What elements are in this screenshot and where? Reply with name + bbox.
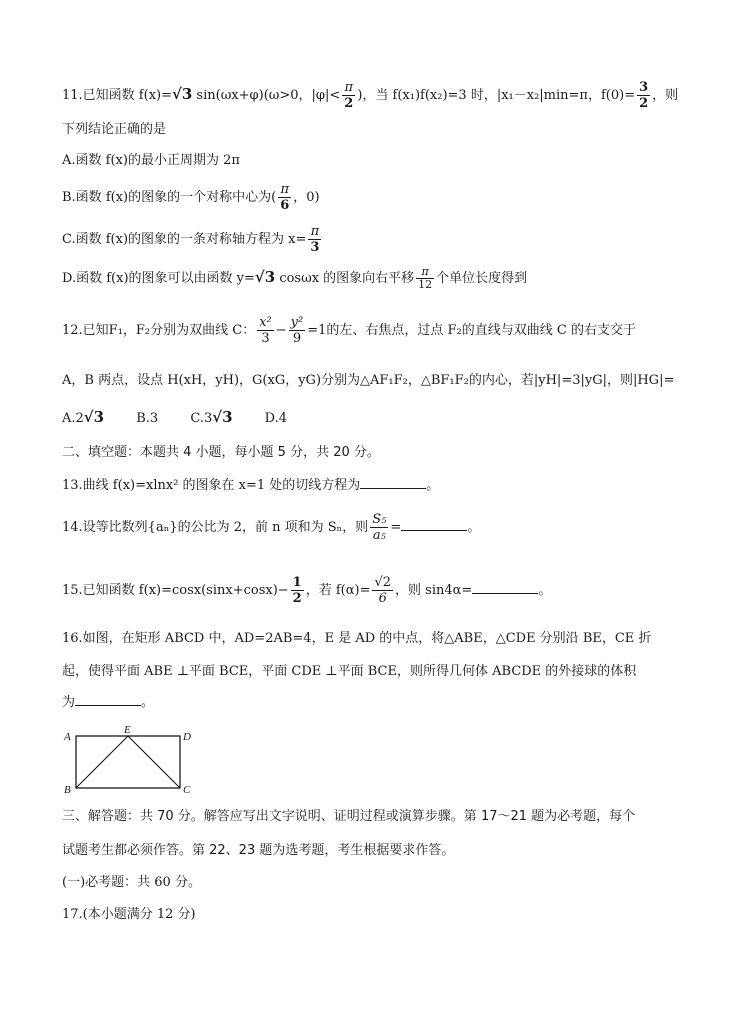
answer-blank (360, 476, 426, 489)
q16-line1: 16.如图，在矩形 ABCD 中，AD=2AB=4，E 是 AD 的中点，将△ABE，△CDE 分别沿 BE，CE 折 (62, 631, 652, 646)
q11-option-c: C.函数 f(x)的图象的一条对称轴方程为 x= $\frac{\pi}{3}$ (62, 224, 320, 255)
q16-line3: 为 。 (62, 695, 155, 710)
q11-option-d: D.函数 f(x)的图象可以由函数 y=√3 cosωx 的图象向右平移 $\frac{\pi}{12}$ 个单位长度得到 (62, 265, 528, 291)
q14: 14.设等比数列{aₙ}的公比为 2，前 n 项和为 Sₙ，则 $\frac{\text{S₅}}{\text{a₅}}$ = 。 (62, 512, 481, 543)
q16-line2: 起，使得平面 ABE ⊥平面 BCE，平面 CDE ⊥平面 BCE，则所得几何体 ABCDE 的外接球的体积 (62, 664, 637, 679)
answer-blank (472, 581, 538, 594)
label-b: B (64, 784, 71, 796)
rectangle-abcd (76, 736, 180, 788)
q11-option-b: B.函数 f(x)的图象的一个对称中心为( $\frac{\pi}{6}$ ，0) (62, 182, 320, 213)
q15: 15.已知函数 f(x)=cosx(sinx+cosx)− $\frac{1}{2}$ ，若 f(α)= $\frac{√2}{6}$ ，则 sin4α= 。 (62, 575, 552, 606)
q17-heading: 17.(本小题满分 12 分) (62, 907, 196, 922)
label-d: D (183, 731, 191, 743)
required-part-heading: (一)必考题：共 60 分。 (62, 875, 201, 890)
q11-line2: 下列结论正确的是 (62, 122, 167, 137)
q12-line2: A，B 两点，设点 H(xH，yH)，G(xG，yG)分别为△AF₁F₂，△BF₁F₂的内心，若|yH|=3|yG|，则|HG|= (62, 373, 675, 388)
answer-blank (75, 693, 141, 706)
segment-be (76, 736, 128, 788)
segment-ce (128, 736, 180, 788)
label-e: E (124, 724, 131, 736)
section-3-line1: 三、解答题：共 70 分。解答应写出文字说明、证明过程或演算步骤。第 17～21 题为必考题，每个 (62, 809, 636, 824)
label-c: C (183, 784, 191, 796)
section-2-heading: 二、填空题：本题共 4 小题，每小题 5 分，共 20 分。 (62, 445, 380, 460)
q12-line1: 12.已知F₁，F₂分别为双曲线 C： $\frac{\text{x²}}{3}$ − $\frac{\text{y²}}{9}$ =1的左、右焦点，过点 F₂的直线与双曲线 C 的右支交于 (62, 315, 636, 346)
rectangle-figure (60, 724, 200, 796)
q11-option-a: A.函数 f(x)的最小正周期为 2π (62, 153, 240, 168)
q11-line1: 11.已知函数 f(x)=√3 sin(ωx+φ)(ω>0，|φ|< $\frac{\pi}{2}$ )，当 f(x₁)f(x₂)=3 时，|x₁－x₂|min=π，f(0)= $\frac{3}{2}$ ，则 (62, 80, 679, 111)
section-3-line2: 试题考生都必须作答。第 22、23 题为选考题，考生根据要求作答。 (62, 843, 455, 858)
q12-options: A.2√3 B.3 C.3√3 D.4 (62, 408, 288, 426)
label-a: A (64, 731, 71, 743)
q13: 13.曲线 f(x)=xlnx² 的图象在 x=1 处的切线方程为 。 (62, 478, 440, 493)
answer-blank (401, 518, 467, 531)
